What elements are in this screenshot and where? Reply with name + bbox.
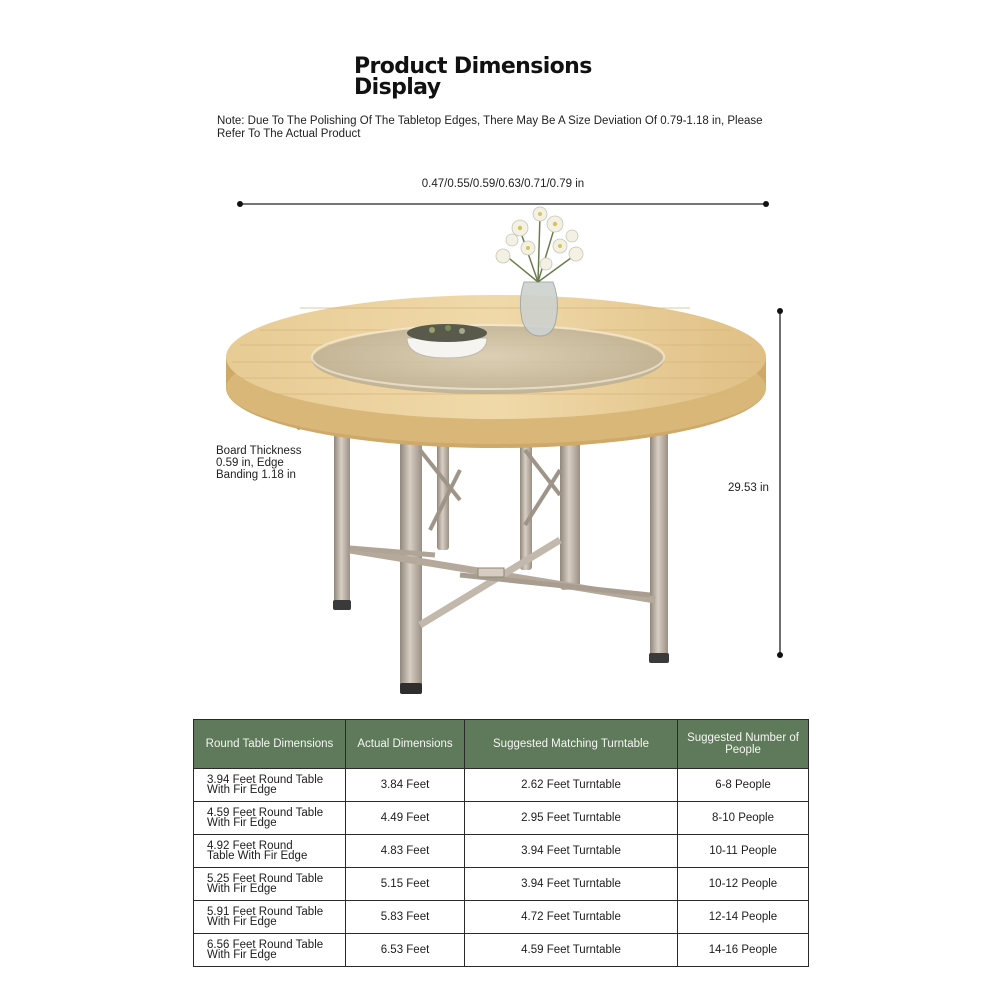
note-line-1: Note: Due To The Polishing Of The Tabletop Edges, There May Be A Size Deviation Of 0.79-1.18 in, Please: [217, 115, 763, 127]
table-header-row: [194, 720, 809, 769]
row-turntable-cell: 4.72 Feet Turntable: [465, 901, 678, 934]
row-size-cell: [194, 769, 346, 802]
table-row: [194, 835, 809, 868]
row-size-cell: [194, 835, 346, 868]
height-dimension-line: [777, 308, 783, 658]
table-row: [194, 901, 809, 934]
row-actual-cell: 5.15 Feet: [346, 868, 465, 901]
board-line-2: 0.59 in, Edge: [216, 457, 284, 469]
row-size-line-1: 4.59 Feet Round Table: [207, 807, 324, 819]
table-row: [194, 802, 809, 835]
row-actual-cell: 5.83 Feet: [346, 901, 465, 934]
fruit-bowl: [407, 324, 487, 358]
row-size-line-2: With Fir Edge: [207, 817, 277, 829]
row-size-cell: [194, 901, 346, 934]
row-people-cell: 10-11 People: [678, 835, 809, 868]
size-spec-table: [193, 719, 809, 967]
row-turntable-cell: 2.95 Feet Turntable: [465, 802, 678, 835]
tabletop-thickness-label: 0.47/0.55/0.59/0.63/0.71/0.79 in: [421, 178, 585, 190]
row-size-line-2: With Fir Edge: [207, 883, 277, 895]
row-size-line-1: 3.94 Feet Round Table: [207, 774, 324, 786]
row-size-line-2: With Fir Edge: [207, 949, 277, 961]
row-people-cell: 10-12 People: [678, 868, 809, 901]
row-size-line-1: 4.92 Feet Round: [207, 840, 293, 852]
table-row: [194, 868, 809, 901]
header-actual-dimensions: Actual Dimensions: [346, 720, 465, 769]
table-height-label: 29.53 in: [728, 482, 769, 494]
row-size-cell: [194, 934, 346, 967]
note-line-2: Refer To The Actual Product: [217, 128, 361, 140]
board-thickness-label: [216, 445, 301, 481]
row-size-line-1: 5.25 Feet Round Table: [207, 873, 324, 885]
row-turntable-cell: 4.59 Feet Turntable: [465, 934, 678, 967]
row-people-cell: 8-10 People: [678, 802, 809, 835]
row-size-line-2: Table With Fir Edge: [207, 850, 308, 862]
row-size-line-2: With Fir Edge: [207, 784, 277, 796]
row-people-cell: 14-16 People: [678, 934, 809, 967]
header-number-of-people: Suggested Number of People: [678, 720, 809, 769]
board-line-3: Banding 1.18 in: [216, 469, 296, 481]
row-size-cell: [194, 868, 346, 901]
title-line-1: Product Dimensions: [354, 54, 592, 79]
row-turntable-cell: 3.94 Feet Turntable: [465, 868, 678, 901]
table-row: [194, 934, 809, 967]
row-people-cell: 6-8 People: [678, 769, 809, 802]
row-turntable-cell: 2.62 Feet Turntable: [465, 769, 678, 802]
width-dimension-line: [237, 201, 769, 207]
header-matching-turntable: Suggested Matching Turntable: [465, 720, 678, 769]
board-line-1: Board Thickness: [216, 445, 302, 457]
row-size-line-1: 6.56 Feet Round Table: [207, 939, 324, 951]
header-round-table-dimensions: Round Table Dimensions: [194, 720, 346, 769]
title-line-2: Display: [354, 75, 441, 100]
table-legs: [333, 425, 669, 694]
row-actual-cell: 6.53 Feet: [346, 934, 465, 967]
row-actual-cell: 4.49 Feet: [346, 802, 465, 835]
row-actual-cell: 3.84 Feet: [346, 769, 465, 802]
row-size-cell: [194, 802, 346, 835]
table-row: [194, 769, 809, 802]
row-people-cell: 12-14 People: [678, 901, 809, 934]
row-turntable-cell: 3.94 Feet Turntable: [465, 835, 678, 868]
row-actual-cell: 4.83 Feet: [346, 835, 465, 868]
row-size-line-2: With Fir Edge: [207, 916, 277, 928]
row-size-line-1: 5.91 Feet Round Table: [207, 906, 324, 918]
